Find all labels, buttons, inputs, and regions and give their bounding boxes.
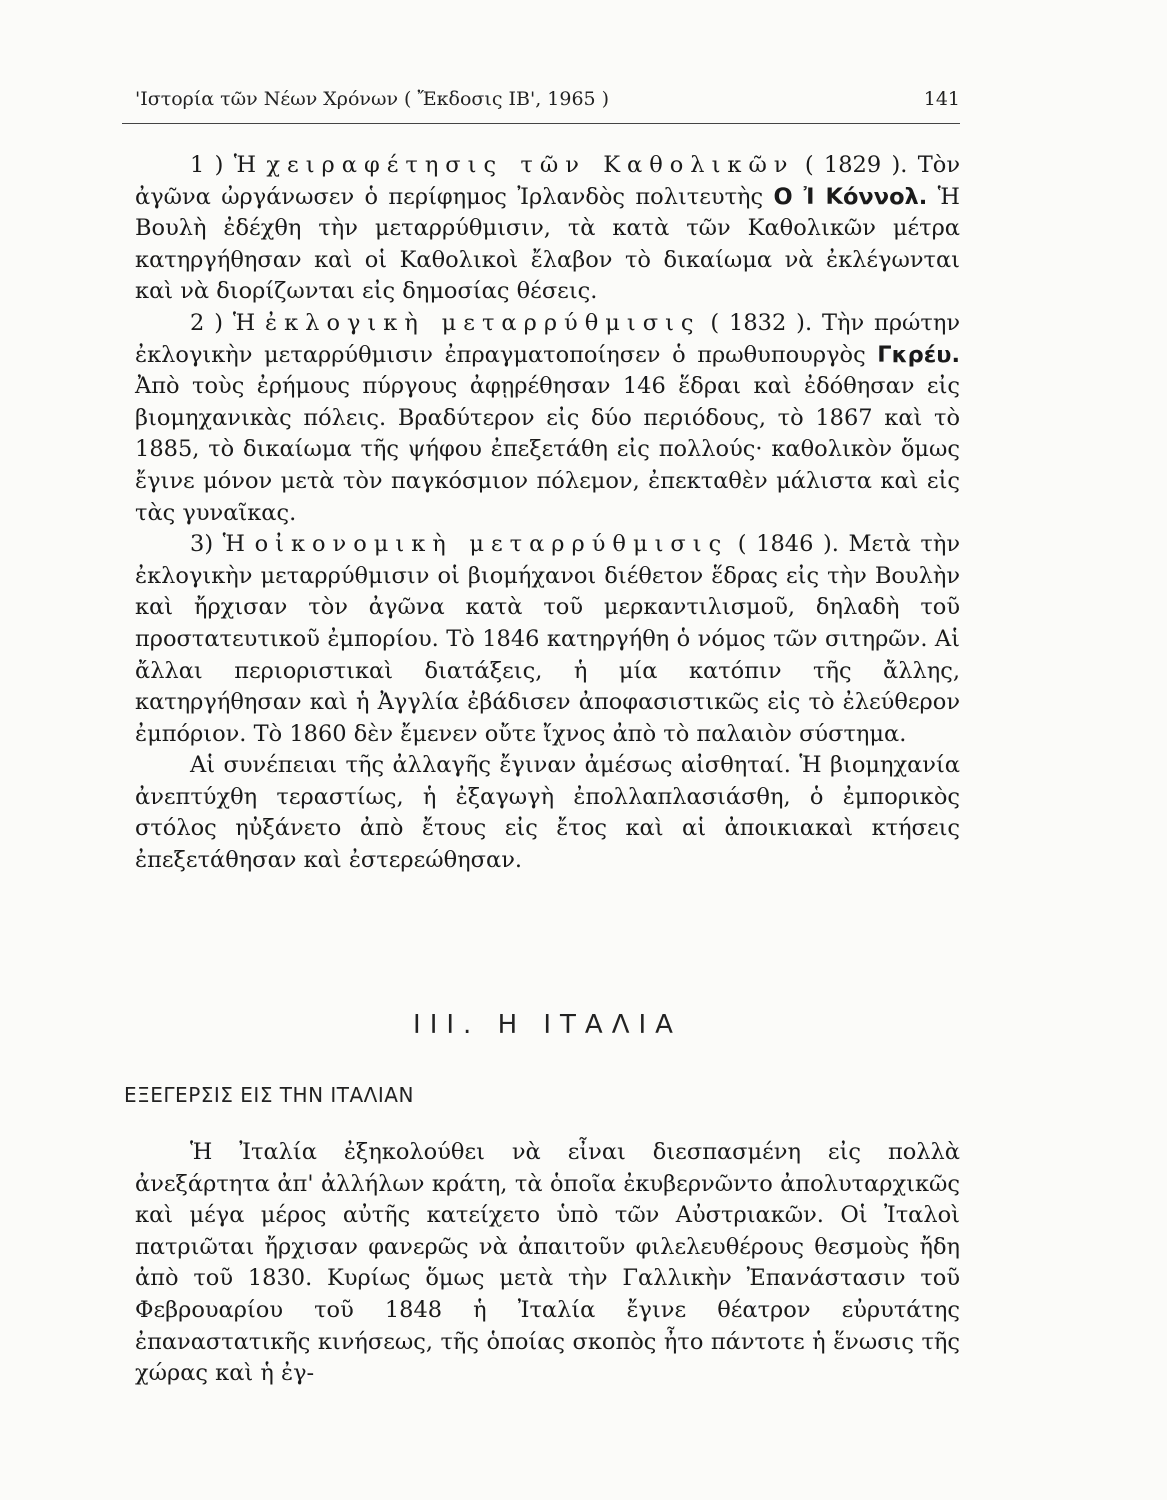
paragraph-1 [135, 150, 960, 308]
paragraph-text: ( 1829 ). Τὸν ἀγῶνα ὠργάνωσεν ὁ περίφημος Ἰρλανδὸς πολιτευτὴς [135, 152, 961, 210]
paragraph-4 [135, 750, 960, 876]
running-title: 'Ιστορία τῶν Νέων Χρόνων ( Ἔκδοσις ΙΒ', 1965 ) [135, 88, 610, 110]
paragraph-rest: Ἀπὸ τοὺς ἐρήμους πύργους ἀφῃρέθησαν 146 ἕδραι καὶ ἐδόθησαν εἰς βιομηχανικὰς πόλεις. Βραδύτερον εἰς δύο περιόδους, τὸ 1867 καὶ τὸ 1885, τὸ δικαίωμα τῆς ψήφου ἐπεξετάθη εἰς πολλούς· καθολικὸν ὅμως ἔγινε μόνον μετὰ τὸν παγκόσμιον πόλεμον, ἐπεκταθὲν μάλιστα καὶ εἰς τὰς γυναῖκας. [135, 373, 960, 526]
paragraph-text: Αἱ συνέπειαι τῆς ἀλλαγῆς ἔγιναν ἀμέσως αἰσθηταί. Ἡ βιομηχανία ἀνεπτύχθη τεραστίως, ἡ ἐξαγωγὴ ἐπολλαπλασιάσθη, ὁ ἐμπορικὸς στόλος ηὐξάνετο ἀπὸ ἔτους εἰς ἔτος καὶ αἱ ἀποικιακαὶ κτήσεις ἐπεξετάθησαν καὶ ἐστερεώθησαν. [135, 752, 960, 874]
paragraph-3 [135, 529, 960, 750]
main-text [135, 150, 960, 877]
paragraph-lead: 1 ) Ἡ [190, 152, 267, 178]
section-title: ΙΙΙ. Η ΙΤΑΛΙΑ [413, 1010, 682, 1040]
spaced-term: χειραφέτησις τῶν Καθολικῶν [266, 152, 795, 178]
paragraph-text: ( 1832 ). Τὴν πρώτην ἐκλογικὴν μεταρρύθμισιν ἐπραγματοποίησεν ὁ πρωθυπουργὸς [135, 309, 960, 368]
subheading: ΕΞΕΓΕΡΣΙΣ ΕΙΣ ΤΗΝ ΙΤΑΛΙΑΝ [124, 1083, 414, 1107]
spaced-term: οἰκονομικὴ μεταρρύθμισις [254, 531, 729, 558]
italy-paragraph: Ἡ Ἰταλία ἐξηκολούθει νὰ εἶναι διεσπασμένη εἰς πολλὰ ἀνεξάρτητα ἀπ' ἀλλήλων κράτη, τὰ ὁποῖα ἐκυβερνῶντο ἀπολυταρχικῶς καὶ μέγα μέρος αὐτῆς κατείχετο ὑπὸ τῶν Αὐστριακῶν. Οἱ Ἰταλοὶ πατριῶται ἤρχισαν φανερῶς νὰ ἀπαιτοῦν φιλελευθέρους θεσμοὺς ἤδη ἀπὸ τοῦ 1830. Κυρίως ὅμως μετὰ τὴν Γαλλικὴν Ἐπανάστασιν τοῦ Φεβρουαρίου τοῦ 1848 ἡ Ἰταλία ἔγινε θέατρον εὐρυτάτης ἐπαναστατικῆς κινήσεως, τῆς ὁποίας σκοπὸς ἦτο πάντοτε ἡ ἕνωσις τῆς χώρας καὶ ἡ ἐγ- [135, 1139, 960, 1387]
paragraph-text: ( 1846 ). Μετὰ τὴν ἐκλογικὴν μεταρρύθμισιν οἱ βιομήχανοι διέθετον ἕδρας εἰς τὴν Βουλὴν καὶ ἤρχισαν τὸν ἀγῶνα κατὰ τοῦ μερκαντιλισμοῦ, δηλαδὴ τοῦ προστατευτικοῦ ἐμπορίου. Τὸ 1846 κατηργήθη ὁ νόμος τῶν σιτηρῶν. Αἱ ἄλλαι περιοριστικαὶ διατάξεις, ἡ μία κατόπιν τῆς ἄλλης, κατηργήθησαν καὶ ἡ Ἀγγλία ἐβάδισεν ἀποφασιστικῶς εἰς τὸ ἐλεύθερον ἐμπόριον. Τὸ 1860 δὲν ἔμενεν οὔτε ἴχνος ἀπὸ τὸ παλαιὸν σύστημα. [135, 531, 960, 747]
paragraph-2 [135, 308, 960, 529]
paragraph-rest: Ἡ Βουλὴ ἐδέχθη τὴν μεταρρύθμισιν, τὰ κατὰ τῶν Καθολικῶν μέτρα κατηργήθησαν καὶ οἱ Καθολικοὶ ἔλαβον τὸ δικαίωμα νὰ ἐκλέγωνται καὶ νὰ διορίζωνται εἰς δημοσίας θέσεις. [135, 183, 960, 305]
paragraph-lead: 2 ) Ἡ [190, 309, 266, 336]
bold-name: Γκρέυ. [877, 341, 960, 368]
bold-name: Ο Ἰ Κόννολ. [773, 183, 928, 210]
page-number: 141 [923, 88, 960, 110]
header-rule [122, 123, 960, 124]
running-header [135, 88, 960, 110]
paragraph-lead: 3) Ἡ [190, 531, 255, 558]
italy-text [135, 1137, 960, 1390]
spaced-term: ἐκλογικὴ μεταρρύθμισις [265, 309, 701, 336]
